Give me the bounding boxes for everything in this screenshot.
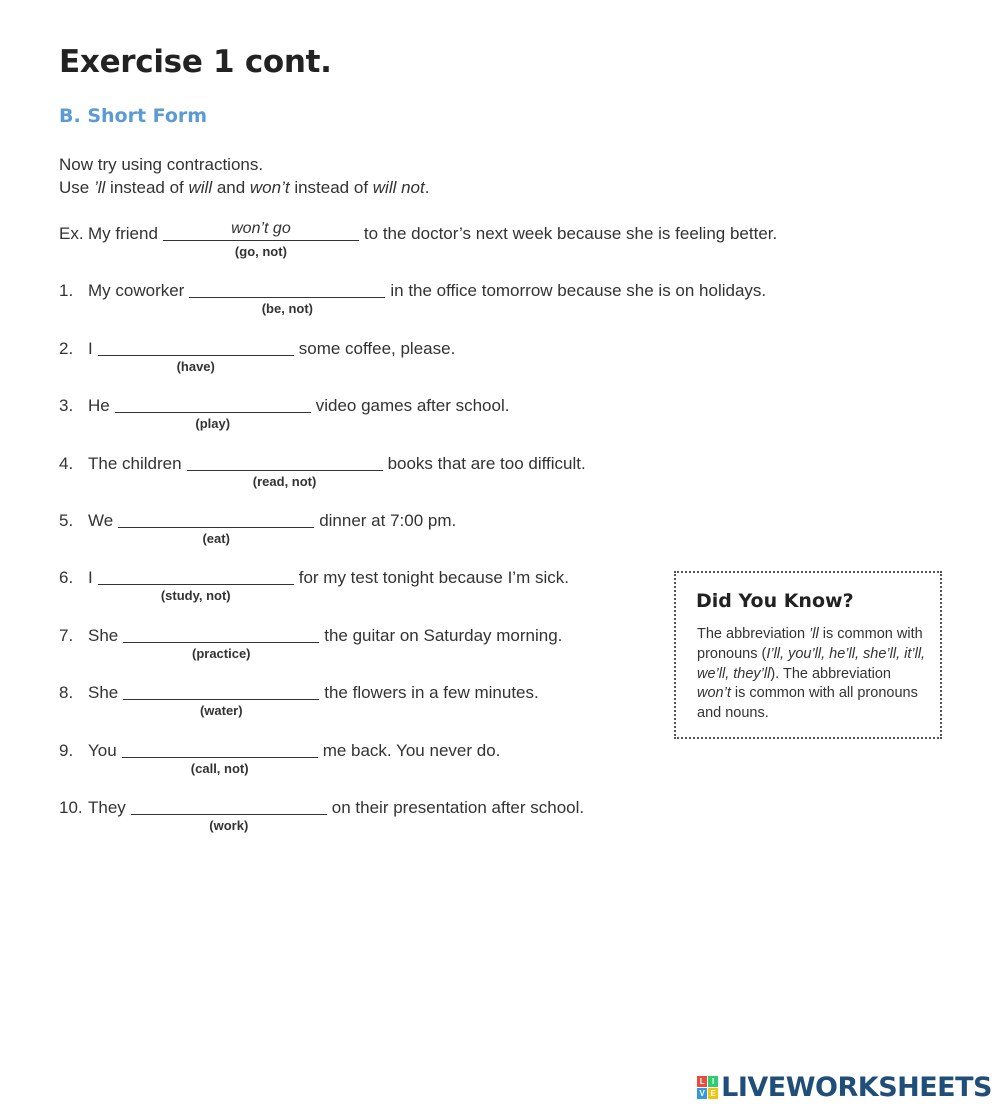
question-sentence — [88, 281, 767, 317]
question-number: 10. — [59, 798, 83, 817]
question-number: 5. — [59, 511, 74, 530]
question-number: 2. — [59, 338, 74, 358]
question-number: 1. — [59, 281, 74, 301]
sentence-before: He — [88, 396, 110, 416]
sentence-after: books that are too difficult. — [387, 453, 586, 473]
did-you-know-text-part: ’ll — [809, 626, 819, 642]
intro-text-part: ’ll — [93, 178, 106, 197]
section-subtitle: B. Short Form — [59, 105, 208, 127]
sentence-after: to the doctor’s next week because she is feeling better. — [363, 224, 778, 243]
sentence-before: She — [88, 625, 119, 645]
verb-hint: (be, not) — [261, 301, 313, 317]
logo-mark-letter: L — [697, 1076, 707, 1087]
question-row — [59, 511, 819, 551]
verb-hint: (water) — [199, 703, 243, 719]
did-you-know-text — [697, 625, 927, 724]
did-you-know-title: Did You Know? — [696, 590, 854, 612]
sentence-before: My coworker — [88, 281, 185, 301]
answer-blank[interactable] — [98, 339, 294, 374]
verb-hint: (go, not) — [234, 244, 287, 259]
sentence-after: me back. You never do. — [322, 740, 501, 760]
question-sentence — [88, 511, 457, 546]
question-sentence — [88, 220, 778, 259]
logo-text: LIVEWORKSHEETS — [721, 1072, 992, 1103]
question-number: 7. — [59, 625, 74, 645]
verb-hint: (study, not) — [160, 588, 231, 604]
did-you-know-text-part: The abbreviation — [697, 626, 810, 642]
intro-text-part: . — [424, 178, 430, 197]
answer-blank[interactable] — [187, 454, 383, 489]
answer-blank[interactable] — [123, 626, 319, 661]
example-answer-blank — [163, 220, 359, 259]
question-row — [59, 281, 819, 321]
verb-hint: (call, not) — [190, 760, 249, 776]
sentence-after: the guitar on Saturday morning. — [324, 625, 563, 645]
sentence-before: They — [88, 798, 126, 817]
question-sentence — [88, 396, 510, 432]
answer-blank[interactable] — [98, 568, 294, 604]
intro-text-part: will not — [372, 178, 425, 197]
question-sentence — [88, 740, 501, 776]
answer-blank[interactable] — [131, 798, 327, 833]
verb-hint: (practice) — [191, 645, 251, 661]
intro-text-part: instead of — [105, 178, 189, 197]
question-row — [59, 798, 819, 838]
question-sentence — [88, 625, 563, 661]
logo-mark-letter: E — [708, 1088, 718, 1099]
intro-text-part: and — [212, 178, 250, 197]
sentence-after: for my test tonight because I’m sick. — [298, 568, 569, 588]
verb-hint: (read, not) — [252, 473, 317, 489]
question-number: 4. — [59, 453, 74, 473]
answer-blank[interactable] — [118, 511, 314, 546]
intro-line-1: Now try using contractions. — [59, 155, 264, 174]
question-row — [59, 454, 819, 494]
logo-mark-icon — [697, 1076, 719, 1100]
sentence-before: My friend — [88, 224, 158, 243]
sentence-before: I — [88, 338, 93, 358]
intro-text-part: won’t — [249, 178, 290, 197]
question-row — [59, 741, 819, 781]
verb-hint: (have) — [176, 358, 215, 374]
question-sentence — [88, 798, 585, 833]
did-you-know-text-part: I’ll, you’ll, he’ll, she’ll, it’ll, we’ll, they’ll — [697, 645, 926, 682]
sentence-before: We — [88, 511, 114, 530]
did-you-know-text-part: is common with pronouns ( — [697, 626, 923, 662]
question-row — [59, 339, 819, 379]
did-you-know-text-part: won’t — [697, 685, 731, 702]
intro-text-part: Use — [59, 178, 94, 197]
question-row — [59, 396, 819, 436]
example-row — [59, 220, 819, 264]
question-number: Ex. — [59, 224, 84, 243]
logo-mark-letter: I — [708, 1076, 718, 1087]
answer-blank[interactable] — [189, 281, 385, 317]
did-you-know-text-part: is common with all pronouns and nouns. — [697, 685, 918, 722]
answer-blank[interactable] — [115, 396, 311, 432]
question-sentence — [88, 338, 456, 374]
did-you-know-text-part: ). The abbreviation — [770, 665, 891, 682]
question-number: 6. — [59, 568, 74, 588]
answer-blank[interactable] — [122, 741, 318, 776]
question-number: 9. — [59, 740, 74, 760]
verb-hint: (play) — [195, 416, 231, 432]
answer-text: won’t go — [231, 220, 291, 237]
page-title: Exercise 1 cont. — [59, 44, 332, 80]
sentence-after: some coffee, please. — [298, 338, 456, 358]
liveworksheets-logo — [697, 1072, 992, 1103]
intro-text-part: instead of — [289, 178, 373, 197]
sentence-after: in the office tomorrow because she is on holidays. — [390, 281, 767, 301]
sentence-before: The children — [88, 453, 182, 473]
question-sentence — [88, 568, 569, 604]
verb-hint: (work) — [209, 818, 249, 833]
sentence-before: I — [88, 568, 93, 588]
answer-blank[interactable] — [123, 683, 319, 719]
sentence-after: on their presentation after school. — [331, 798, 585, 817]
question-number: 3. — [59, 396, 74, 416]
sentence-after: the flowers in a few minutes. — [324, 683, 539, 703]
logo-mark-letter: V — [697, 1088, 707, 1099]
intro-text-part: will — [188, 178, 213, 197]
sentence-after: video games after school. — [315, 396, 510, 416]
sentence-before: She — [88, 683, 119, 703]
intro-line-2 — [59, 178, 429, 198]
sentence-before: You — [88, 740, 117, 760]
verb-hint: (eat) — [202, 531, 230, 546]
question-sentence — [88, 453, 586, 489]
question-number: 8. — [59, 683, 74, 703]
question-sentence — [88, 683, 539, 719]
sentence-after: dinner at 7:00 pm. — [319, 511, 457, 530]
